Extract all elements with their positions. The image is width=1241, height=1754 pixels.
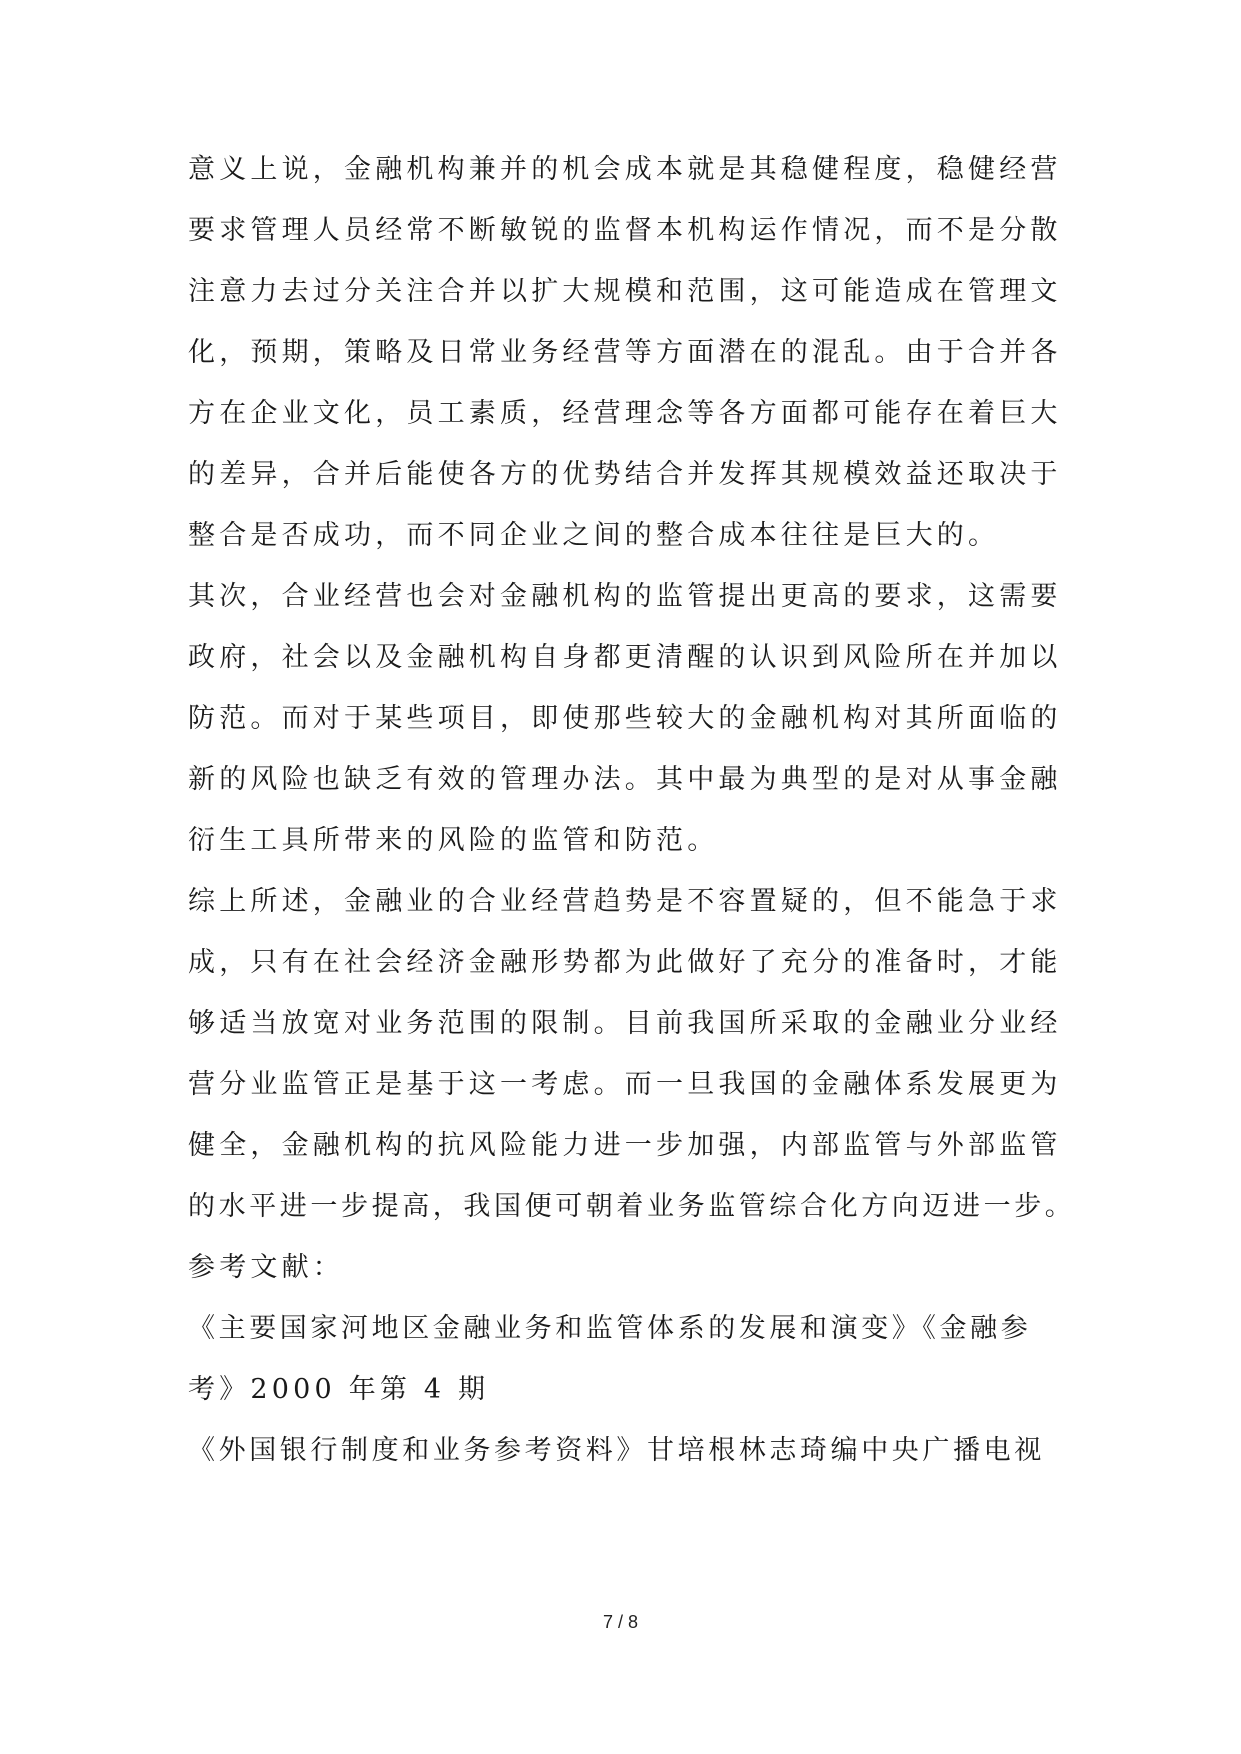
reference-entry: 《外国银行制度和业务参考资料》甘培根林志琦编中央广播电视 [188,1435,1045,1466]
text-line: 够适当放宽对业务范围的限制。目前我国所采取的金融业分业经 [188,1008,1062,1039]
text-line: 意义上说，金融机构兼并的机会成本就是其稳健程度，稳健经营 [188,154,1062,185]
text-line: 衍生工具所带来的风险的监管和防范。 [188,825,719,856]
text-line: 要求管理人员经常不断敏锐的监督本机构运作情况，而不是分散 [188,215,1062,246]
text-line: 营分业监管正是基于这一考虑。而一旦我国的金融体系发展更为 [188,1069,1062,1100]
text-line: 化，预期，策略及日常业务经营等方面潜在的混乱。由于合并各 [188,337,1062,368]
references-heading: 参考文献： [188,1252,344,1283]
text-line: 其次，合业经营也会对金融机构的监管提出更高的要求，这需要 [188,581,1062,612]
page-number: 7 / 8 [602,1612,639,1632]
reference-entry: 考》2000 年第 4 期 [188,1374,490,1405]
text-line: 的水平进一步提高，我国便可朝着业务监管综合化方向迈进一步。 [188,1191,1076,1222]
text-line: 成，只有在社会经济金融形势都为此做好了充分的准备时，才能 [188,947,1062,978]
text-line: 防范。而对于某些项目，即使那些较大的金融机构对其所面临的 [188,703,1062,734]
text-line: 健全，金融机构的抗风险能力进一步加强，内部监管与外部监管 [188,1130,1062,1161]
text-line: 注意力去过分关注合并以扩大规模和范围，这可能造成在管理文 [188,276,1062,307]
text-line: 新的风险也缺乏有效的管理办法。其中最为典型的是对从事金融 [188,764,1062,795]
text-line: 综上所述，金融业的合业经营趋势是不容置疑的，但不能急于求 [188,886,1062,917]
reference-entry: 《主要国家河地区金融业务和监管体系的发展和演变》《金融参 [188,1313,1032,1344]
text-line: 的差异，合并后能使各方的优势结合并发挥其规模效益还取决于 [188,459,1062,490]
text-line: 方在企业文化，员工素质，经营理念等各方面都可能存在着巨大 [188,398,1062,429]
text-line: 政府，社会以及金融机构自身都更清醒的认识到风险所在并加以 [188,642,1062,673]
text-line: 整合是否成功，而不同企业之间的整合成本往往是巨大的。 [188,520,1000,551]
